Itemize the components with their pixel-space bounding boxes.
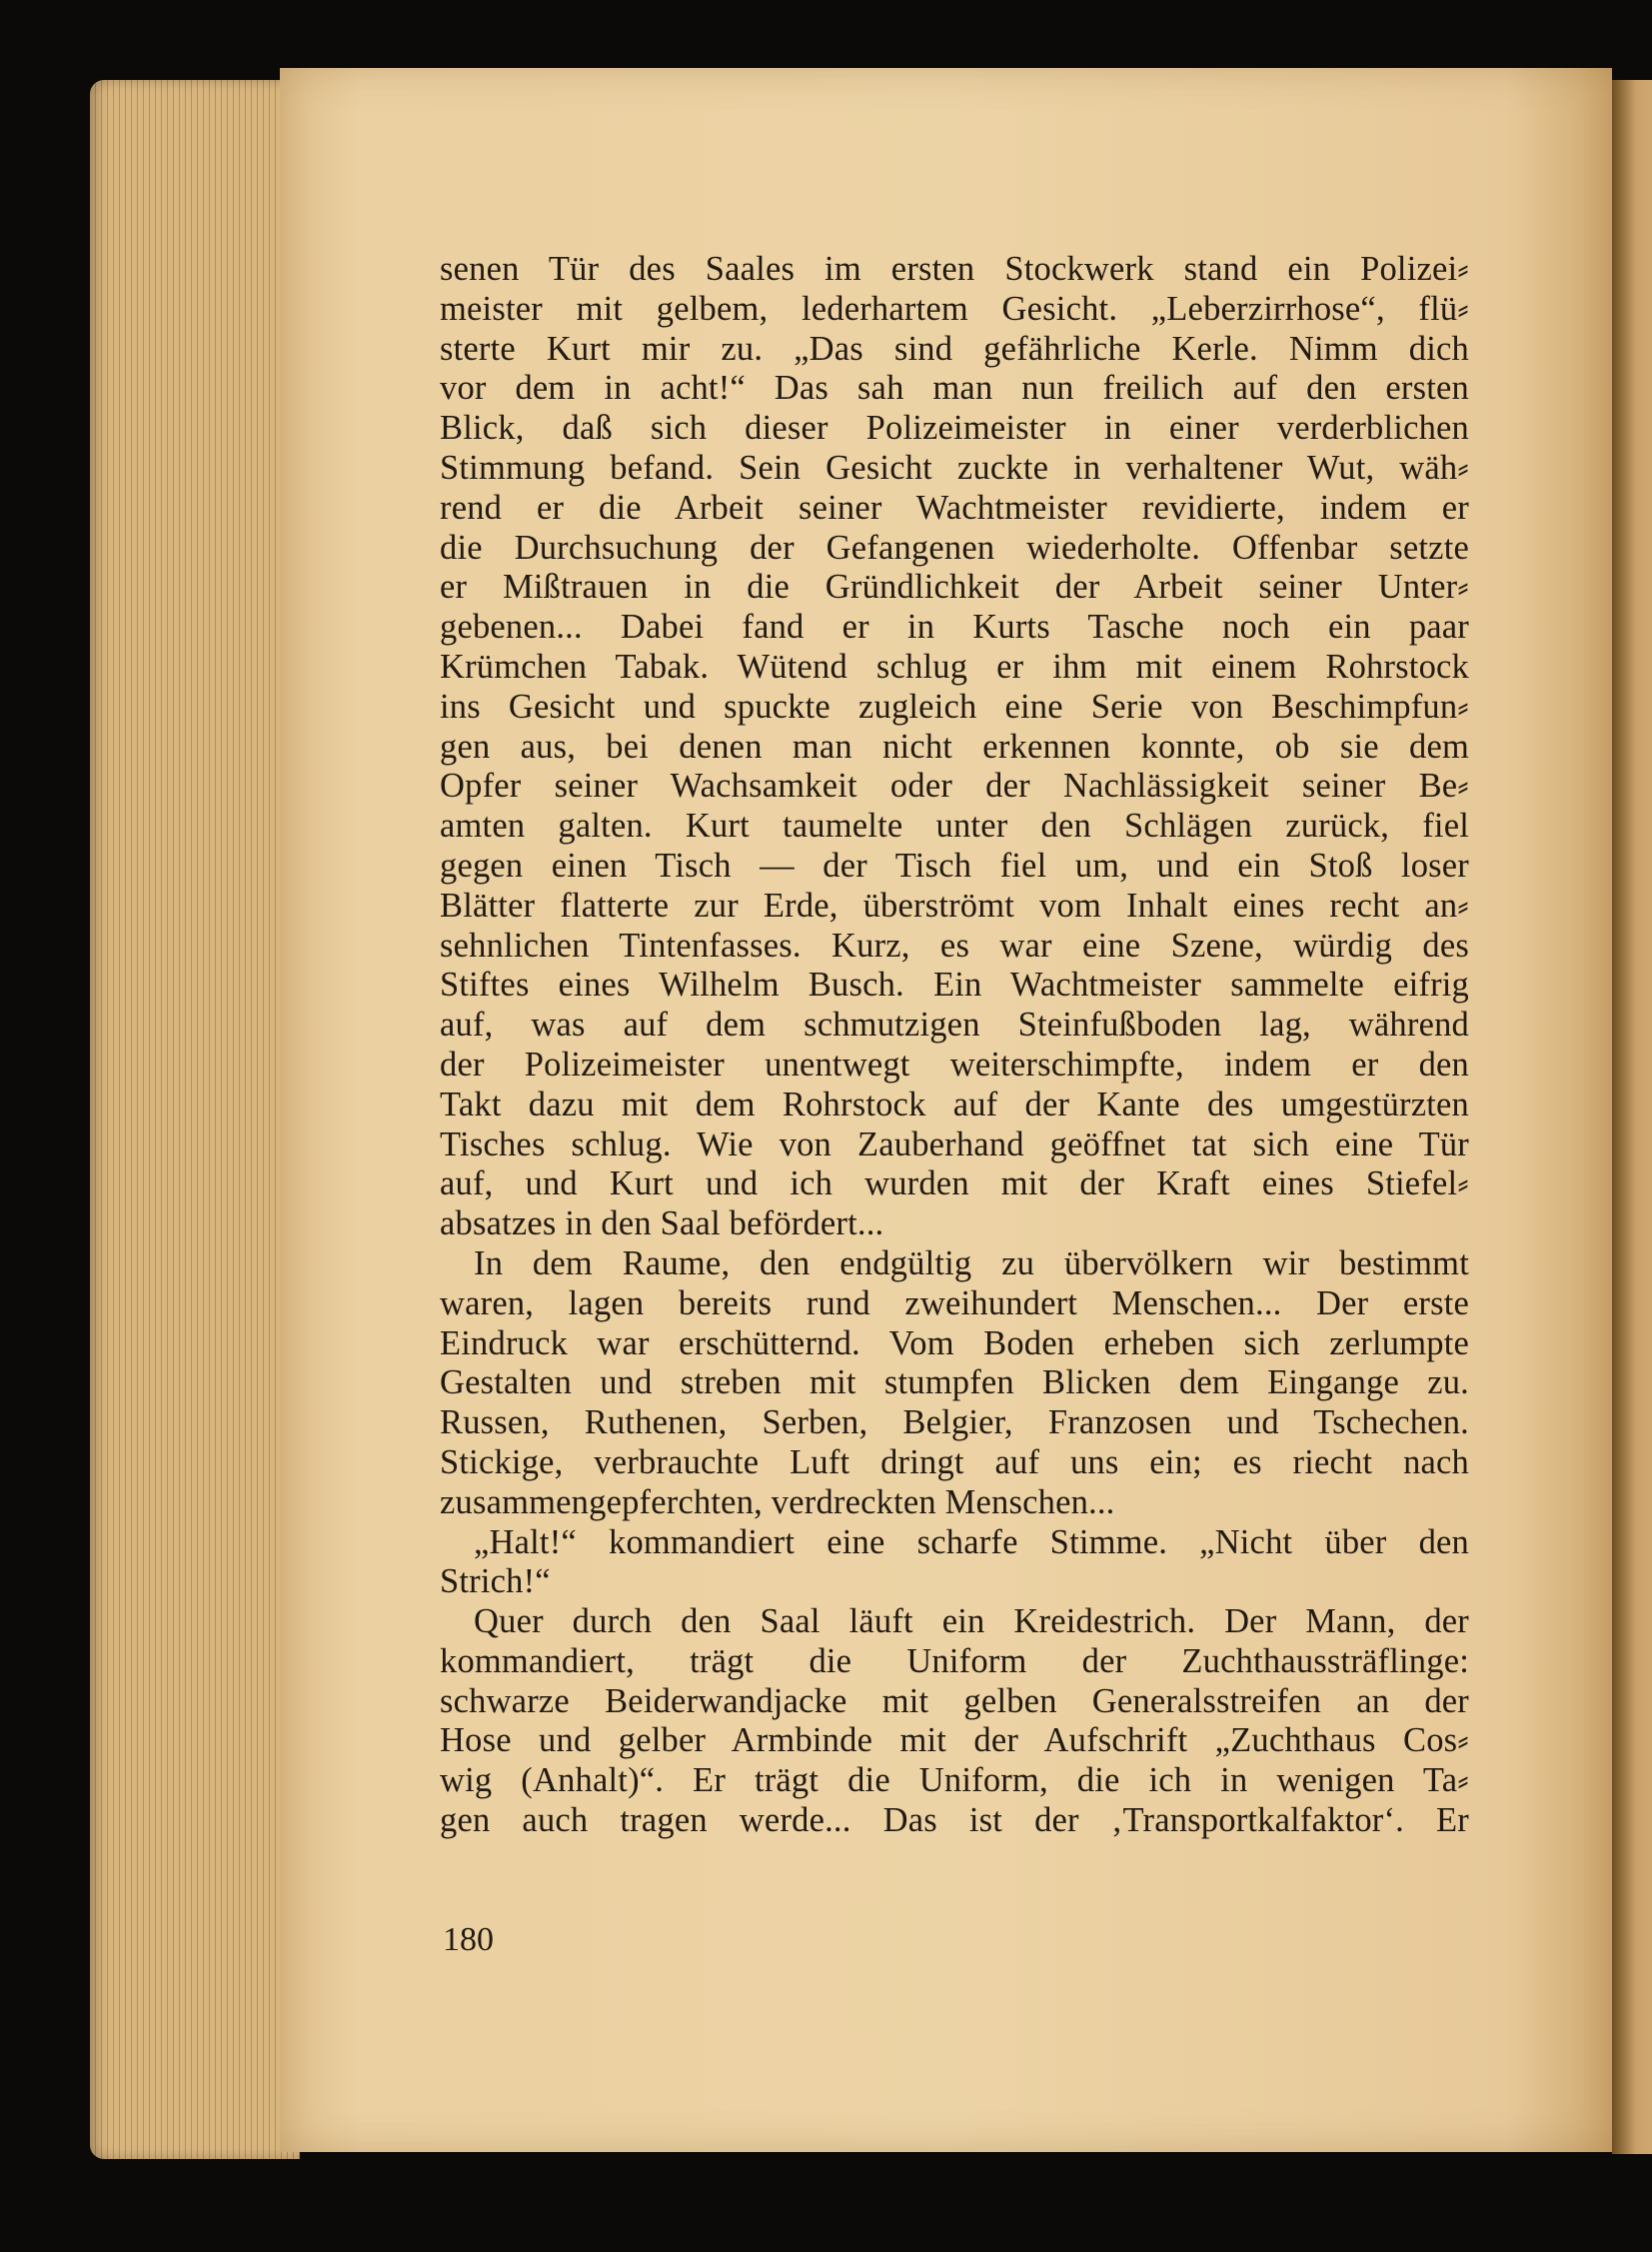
text-line: gen auch tragen werde... Das ist der ‚Transportkalfaktor‘. Er	[440, 1801, 1469, 1840]
text-line: Strich!“	[440, 1562, 551, 1601]
text-line: schwarze Beiderwandjacke mit gelben Generalsstreifen an der	[440, 1681, 1469, 1720]
text-line: Stimmung befand. Sein Gesicht zuckte in verhaltener Wut, wäh⸗	[440, 448, 1469, 487]
text-line: rend er die Arbeit seiner Wachtmeister revidierte, indem er	[440, 488, 1469, 527]
text-line: Russen, Ruthenen, Serben, Belgier, Franzosen und Tschechen.	[440, 1403, 1469, 1442]
text-line: vor dem in acht!“ Das sah man nun freilich auf den ersten	[440, 369, 1469, 408]
text-line: Gestalten und streben mit stumpfen Blicken dem Eingange zu.	[440, 1363, 1469, 1402]
text-line: wig (Anhalt)“. Er trägt die Uniform, die ich in wenigen Ta⸗	[440, 1761, 1469, 1800]
page-number: 180	[443, 1921, 494, 1958]
text-line: die Durchsuchung der Gefangenen wiederholte. Offenbar setzte	[440, 528, 1469, 567]
text-line: senen Tür des Saales im ersten Stockwerk stand ein Polizei⸗	[440, 250, 1469, 288]
text-line: auf, und Kurt und ich wurden mit der Kraft eines Stiefel⸗	[440, 1164, 1469, 1203]
text-line: Stickige, verbrauchte Luft dringt auf uns ein; es riecht nach	[440, 1442, 1469, 1481]
text-line: Blick, daß sich dieser Polizeimeister in einer verderblichen	[440, 409, 1469, 448]
text-line: „Halt!“ kommandiert eine scharfe Stimme. „Nicht über den	[474, 1522, 1469, 1561]
text-line: Tisches schlug. Wie von Zauberhand geöffnet tat sich eine Tür	[440, 1125, 1469, 1163]
text-line: gegen einen Tisch — der Tisch fiel um, und ein Stoß loser	[440, 846, 1469, 885]
text-line: gen aus, bei denen man nicht erkennen konnte, ob sie dem	[440, 727, 1469, 766]
text-line: zusammengepferchten, verdreckten Menschen...	[440, 1482, 1115, 1521]
text-line: Takt dazu mit dem Rohrstock auf der Kante des umgestürzten	[440, 1085, 1469, 1124]
book-page-edges	[90, 80, 300, 2159]
text-line: gebenen... Dabei fand er in Kurts Tasche noch ein paar	[440, 608, 1469, 647]
text-line: Quer durch den Saal läuft ein Kreidestrich. Der Mann, der	[474, 1602, 1469, 1641]
text-line: In dem Raume, den endgültig zu übervölkern wir bestimmt	[474, 1243, 1469, 1282]
text-line: sehnlichen Tintenfasses. Kurz, es war eine Szene, würdig des	[440, 926, 1469, 965]
text-line: Eindruck war erschütternd. Vom Boden erheben sich zerlumpte	[440, 1323, 1469, 1362]
text-line: absatzes in den Saal befördert...	[440, 1204, 884, 1243]
text-line: sterte Kurt mir zu. „Das sind gefährliche Kerle. Nimm dich	[440, 329, 1469, 368]
text-line: waren, lagen bereits rund zweihundert Menschen... Der erste	[440, 1283, 1469, 1322]
text-line: kommandiert, trägt die Uniform der Zuchthaussträflinge:	[440, 1641, 1469, 1680]
text-line: auf, was auf dem schmutzigen Steinfußboden lag, während	[440, 1006, 1469, 1045]
text-line: er Mißtrauen in die Gründlichkeit der Arbeit seiner Unter⸗	[440, 568, 1469, 607]
text-line: meister mit gelbem, lederhartem Gesicht. „Leberzirrhose“, flü⸗	[440, 289, 1469, 328]
text-line: ins Gesicht und spuckte zugleich eine Serie von Beschimpfun⸗	[440, 687, 1469, 726]
text-line: Blätter flatterte zur Erde, überströmt vom Inhalt eines recht an⸗	[440, 886, 1469, 925]
text-line: Krümchen Tabak. Wütend schlug er ihm mit einem Rohrstock	[440, 647, 1469, 686]
text-line: Opfer seiner Wachsamkeit oder der Nachlässigkeit seiner Be⸗	[440, 767, 1469, 806]
text-line: Hose und gelber Armbinde mit der Aufschrift „Zuchthaus Cos⸗	[440, 1721, 1469, 1760]
text-line: Stiftes eines Wilhelm Busch. Ein Wachtmeister sammelte eifrig	[440, 966, 1469, 1005]
adjacent-page	[1612, 80, 1652, 2154]
text-line: amten galten. Kurt taumelte unter den Schlägen zurück, fiel	[440, 807, 1469, 846]
body-text	[440, 250, 1469, 1841]
text-line: der Polizeimeister unentwegt weiterschimpfte, indem er den	[440, 1045, 1469, 1084]
